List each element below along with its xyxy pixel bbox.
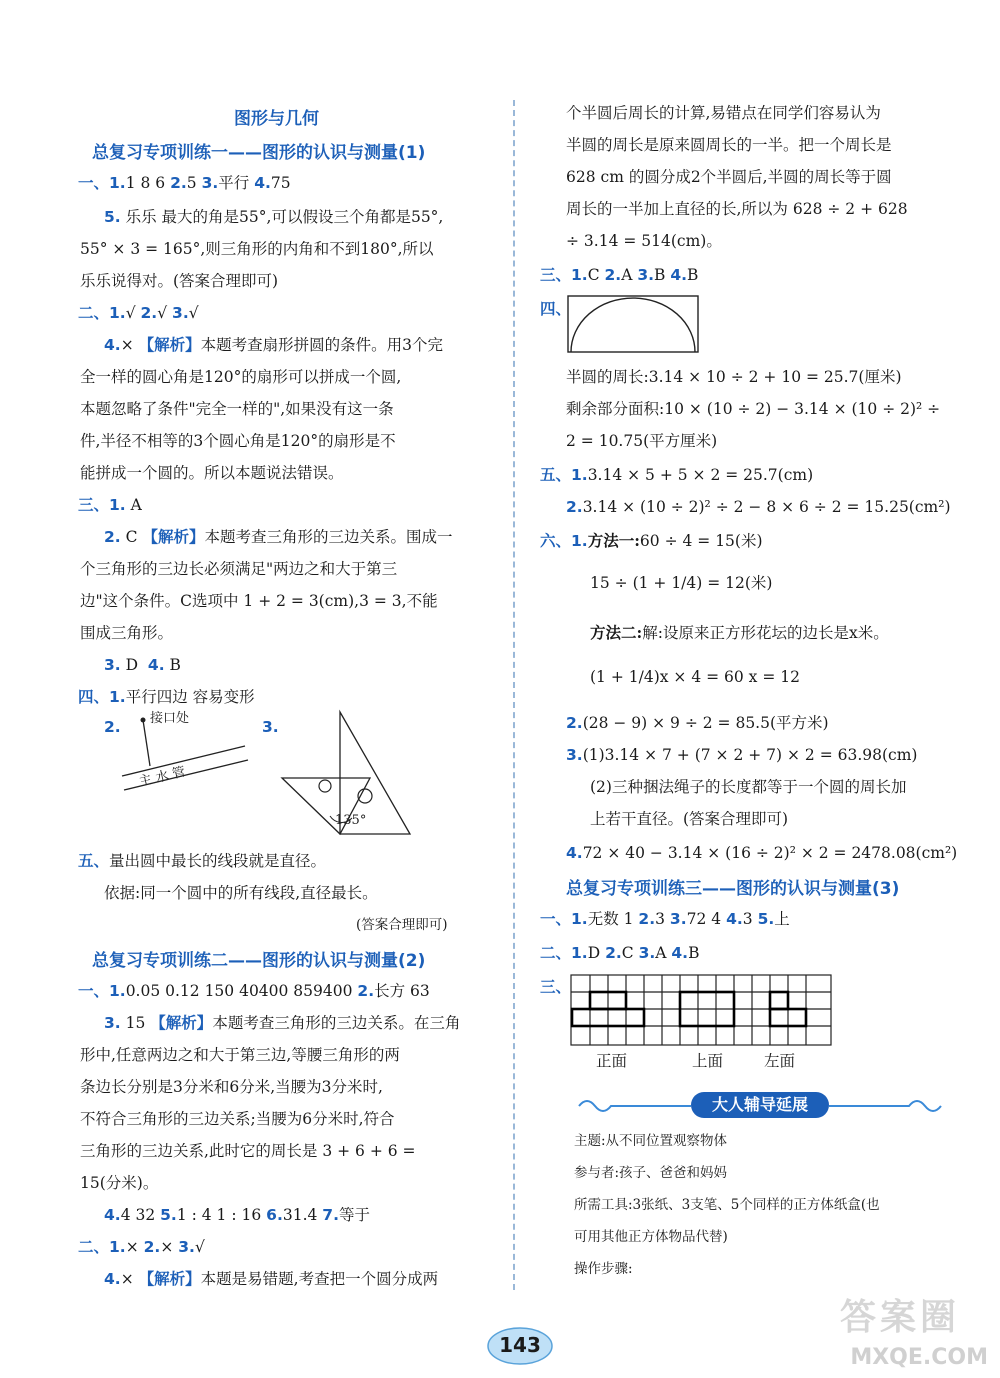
r-part3-row: 三、1.C 2.A 3.B 4.B — [540, 266, 699, 284]
unit2-title: 总复习专项训练二——图形的认识与测量(2) — [92, 951, 426, 971]
u1-part3-q2-line4: 围成三角形。 — [80, 624, 174, 642]
u2-q3-line5: 三角形的三边关系,此时它的周长是 3 + 6 + 6 = — [80, 1142, 416, 1160]
unit3-title: 总复习专项训练三——图形的认识与测量(3) — [566, 879, 900, 899]
u1-part2-q4-line5: 能拼成一个圆的。所以本题说法错误。 — [80, 464, 344, 482]
u1-part5-line2: 依据:同一个圆中的所有线段,直径最长。 — [104, 884, 378, 902]
guide-line4: 可用其他正方体物品代替) — [574, 1229, 728, 1245]
r-part4-line1: 半圆的周长:3.14 × 10 ÷ 2 + 10 = 25.7(厘米) — [566, 368, 902, 386]
r-cont-line2: 半圆的周长是原来圆周长的一半。把一个周长是 — [566, 136, 892, 154]
r-cont-line3: 628 cm 的圆分成2个半圆后,半圆的周长等于圆 — [566, 168, 892, 186]
u1-q5-line3: 乐乐说得对。(答案合理即可) — [80, 272, 279, 290]
u1-part5-line1: 五、量出圆中最长的线段就是直径。 — [78, 852, 327, 870]
u1-part5-note: (答案合理即可) — [356, 917, 448, 933]
u3-row-1: 一、1.无数 1 2.3 3.72 4 4.3 5.上 — [540, 910, 790, 928]
u2-q3-line4: 不符合三角形的三边关系;当腰为6分米时,符合 — [80, 1110, 395, 1128]
u1-part3-q2-line3: 边"这个条件。C选项中 1 + 2 = 3(cm),3 = 3,不能 — [80, 592, 438, 610]
u1-q5-line1: 5. 乐乐 最大的角是55°,可以假设三个角都是55°, — [104, 208, 444, 226]
u1-part2-q4-line3: 本题忽略了条件"完全一样的",如果没有这一条 — [80, 400, 394, 418]
r-part4-line3: 2 = 10.75(平方厘米) — [566, 432, 718, 450]
main-pipe-label: 主 水 管 — [137, 764, 187, 790]
u2-row-4to7: 4.4 32 5.1 : 4 1 : 16 6.31.4 7.等于 — [104, 1206, 370, 1224]
u1-row-1: 一、1.1 8 6 2.5 3.平行 4.75 — [78, 174, 291, 192]
r-part4-label: 四、 — [540, 300, 572, 318]
r-part6-q4: 4.72 × 40 − 3.14 × (16 ÷ 2)² × 2 = 2478.08(cm²) — [566, 844, 958, 862]
r-part6-q2: 2.(28 − 9) × 9 ÷ 2 = 85.5(平方米) — [566, 714, 829, 732]
u1-part2-q4-line2: 全一样的圆心角是120°的扇形可以拼成一个圆, — [80, 368, 402, 386]
banner-text: 大人辅导延展 — [711, 1095, 808, 1114]
section-title: 图形与几何 — [234, 109, 319, 129]
column-divider — [513, 100, 515, 1290]
r-part6-q1-m1: 六、1.方法一:60 ÷ 4 = 15(米) — [540, 531, 763, 550]
u2-part2-row: 二、1.× 2.× 3.√ — [78, 1238, 205, 1256]
u1-part2-row: 二、1.√ 2.√ 3.√ — [78, 304, 199, 322]
view-left-label: 左面 — [764, 1052, 796, 1070]
u2-q3-line6: 15(分米)。 — [80, 1174, 159, 1192]
r-part6-m2: 方法二:解:设原来正方形花坛的边长是x米。 — [590, 623, 889, 642]
view-top-label: 上面 — [692, 1052, 724, 1070]
u2-part2-q4-line1: 4.× 【解析】本题是易错题,考查把一个圆分成两 — [104, 1270, 439, 1288]
u1-part4-q3-label: 3. — [262, 718, 279, 736]
view-front-label: 正面 — [596, 1052, 628, 1070]
u1-part2-q4-line4: 件,半径不相等的3个圆心角是120°的扇形是不 — [80, 432, 396, 450]
r-part6-q3-line1: 3.(1)3.14 × 7 + (7 × 2 + 7) × 2 = 63.98(cm) — [566, 746, 918, 764]
watermark-url: MXQE.COM — [850, 1345, 988, 1370]
r-part5-q1: 五、1.3.14 × 5 + 5 × 2 = 25.7(cm) — [540, 466, 814, 484]
u1-part3-q2-line1: 2. C 【解析】本题考查三角形的三边关系。围成一 — [104, 528, 453, 546]
semicircle-diagram — [566, 294, 702, 356]
u1-part3-q1: 三、1. A — [78, 496, 142, 514]
watermark-logo: 答案圈 — [839, 1297, 960, 1338]
parent-guidance-banner — [575, 1088, 945, 1122]
u2-q3-line2: 形中,任意两边之和大于第三边,等腰三角形的两 — [80, 1046, 400, 1064]
r-part6-q3-line2: (2)三种捆法绳子的长度都等于一个圆的周长加 — [590, 778, 907, 796]
unit1-title: 总复习专项训练一——图形的认识与测量(1) — [92, 143, 426, 163]
junction-label: 接口处 — [150, 711, 190, 726]
u1-part2-q4-line1: 4.× 【解析】本题考查扇形拼圆的条件。用3个完 — [104, 336, 444, 354]
u1-part4-q1: 四、1.平行四边 容易变形 — [78, 688, 255, 706]
guide-line3: 所需工具:3张纸、3支笔、5个同样的正方体纸盒(也 — [574, 1197, 880, 1213]
three-views-grid — [570, 974, 832, 1046]
u1-q5-line2: 55° × 3 = 165°,则三角形的内角和不到180°,所以 — [80, 240, 434, 258]
u2-q3-line3: 条边长分别是3分米和6分米,当腰为3分米时, — [80, 1078, 383, 1096]
r-part6-eq2: (1 + 1/4)x × 4 = 60 x = 12 — [590, 668, 800, 686]
guide-line5: 操作步骤: — [574, 1261, 633, 1277]
pipe-diagram — [110, 708, 260, 798]
r-cont-line5: ÷ 3.14 = 514(cm)。 — [566, 232, 722, 250]
u3-part3-label: 三、 — [540, 978, 572, 996]
page-number: 143 — [484, 1322, 556, 1368]
guide-line2: 参与者:孩子、爸爸和妈妈 — [574, 1165, 728, 1181]
r-part5-q2: 2.3.14 × (10 ÷ 2)² ÷ 2 − 8 × 6 ÷ 2 = 15.25(cm²) — [566, 498, 951, 516]
u3-part2-row: 二、1.D 2.C 3.A 4.B — [540, 944, 700, 962]
r-cont-line4: 周长的一半加上直径的长,所以为 628 ÷ 2 + 628 — [566, 200, 908, 218]
u1-part4-q2-label: 2. — [104, 718, 121, 736]
r-part6-eq1: 15 ÷ (1 + 1/4) = 12(米) — [590, 574, 773, 592]
u1-part3-q3q4: 3. D 4. B — [104, 656, 181, 674]
r-cont-line1: 个半圆后周长的计算,易错点在同学们容易认为 — [566, 104, 881, 122]
u2-q3-line1: 3. 15 【解析】本题考查三角形的三边关系。在三角 — [104, 1014, 461, 1032]
guide-line1: 主题:从不同位置观察物体 — [574, 1133, 728, 1149]
u2-row-1: 一、1.0.05 0.12 150 40400 859400 2.长方 63 — [78, 982, 430, 1000]
r-part6-q3-line3: 上若干直径。(答案合理即可) — [590, 810, 789, 828]
u1-part3-q2-line2: 个三角形的三边长必须满足"两边之和大于第三 — [80, 560, 398, 578]
angle-label: 135° — [335, 813, 367, 828]
triangle-ruler-diagram — [280, 708, 420, 840]
r-part4-line2: 剩余部分面积:10 × (10 ÷ 2) − 3.14 × (10 ÷ 2)² ÷ — [566, 400, 941, 418]
